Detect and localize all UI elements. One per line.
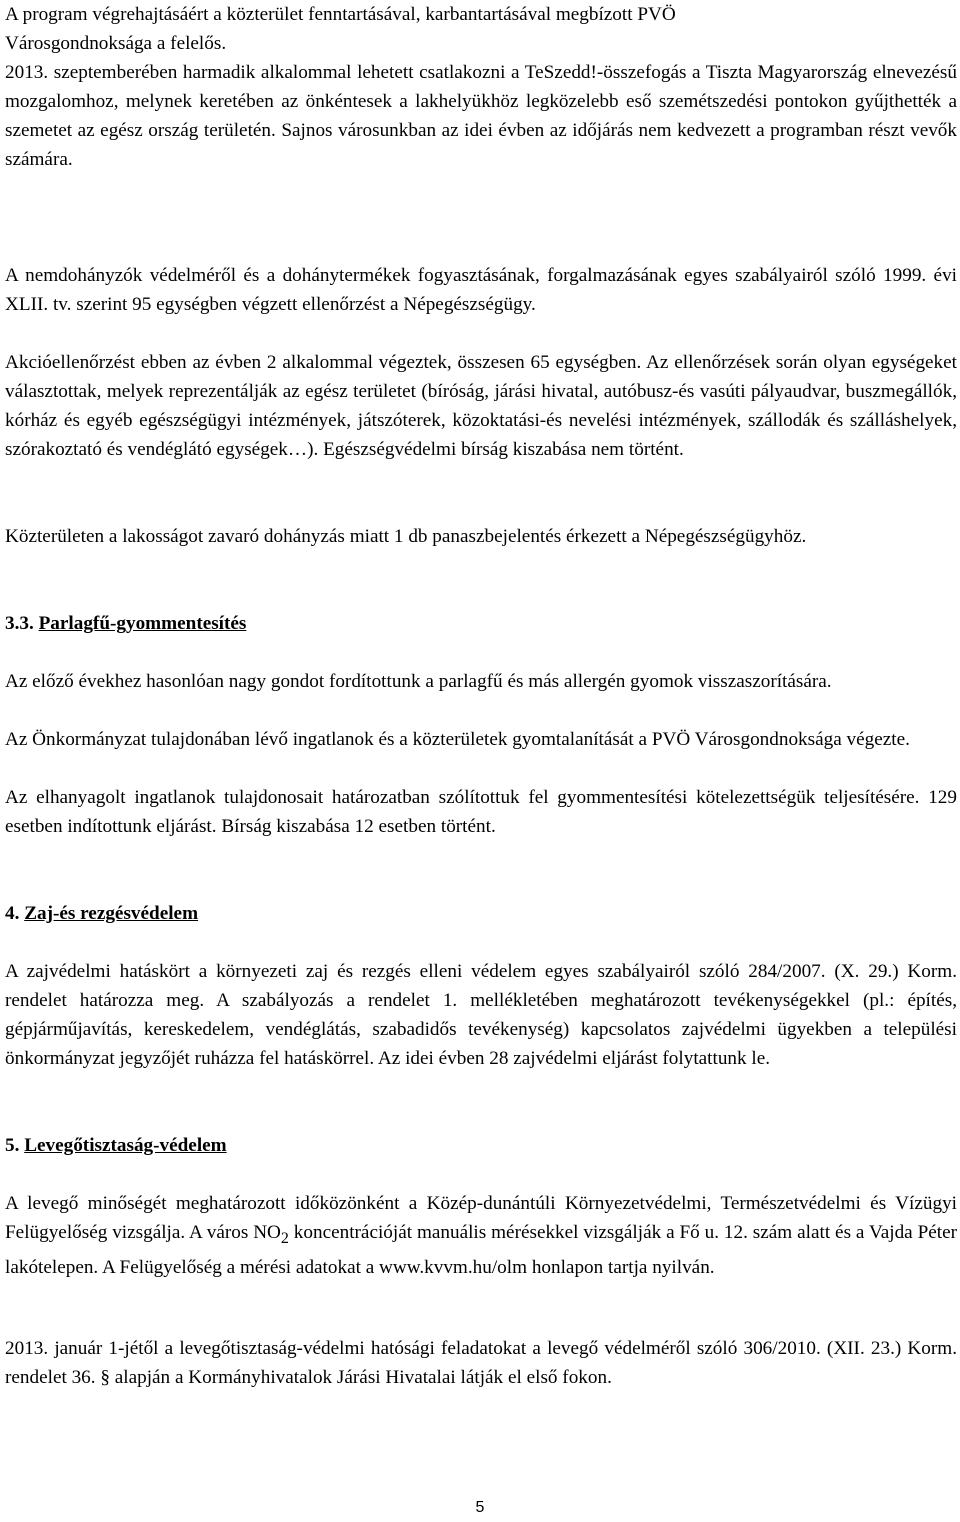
heading-noise: 4. Zaj-és rezgésvédelem [5,903,199,924]
page-number: 5 [475,1499,485,1516]
paragraph-ragweed-3: Az elhanyagolt ingatlanok tulajdonosait határozatban szólítottuk fel gyommentesítési kötelezettségük teljesítésére. 129 esetben indítottunk eljárást. Bírság kiszabása 12 esetben történt. [5,787,957,837]
paragraph-complaint: Közterületen a lakosságot zavaró dohányzás miatt 1 db panaszbejelentés érkezett a Népegészségügyhöz. [5,526,807,547]
paragraph-teszedd-program: A program végrehajtásáért a közterület fenntartásával, karbantartásával megbízott PVÖ Városgondnoksága a felelős. [5,4,676,54]
paragraph-action-checks: Akcióellenőrzést ebben az évben 2 alkalommal végeztek, összesen 65 egységben. Az ellenőrzések során olyan egységeket választottak, melyek reprezentálják az egész területet (bíróság, járási hivatal, autóbusz-és vasúti pályaudvar, buszmegállók, kórház és egyéb egészségügyi intézmények, játszóterek, közoktatási-és nevelési intézmények, szállodák és szálláshelyek, szórakoztató és vendéglátó egységek…). Egészségvédelmi bírság kiszabása nem történt. [5,352,957,460]
paragraph-teszedd-2013: 2013. szeptemberében harmadik alkalommal lehetett csatlakozni a TeSzedd!-összefogás a Tiszta Magyarország elnevezésű mozgalomhoz, melynek keretében az önkéntesek a lakhelyükhöz legközelebb eső szemétszedési pontokon gyűjthették a szemetet az egész ország területén. Sajnos városunkban az idei évben az időjárás nem kedvezett a programban részt vevők számára. [5,62,957,170]
paragraph-ragweed-1: Az előző évekhez hasonlóan nagy gondot fordítottunk a parlagfű és más allergén gyomok visszaszorítására. [5,671,832,692]
paragraph-nonsmoker-inspection: A nemdohányzók védelméről és a dohánytermékek fogyasztásának, forgalmazásának egyes szabályairól szóló 1999. évi XLII. tv. szerint 95 egységben végzett ellenőrzést a Népegészségügy. [5,265,957,315]
heading-ragweed: 3.3. Parlagfű-gyommentesítés [5,613,247,634]
paragraph-ragweed-2: Az Önkormányzat tulajdonában lévő ingatlanok és a közterületek gyomtalanítását a PVÖ Városgondnoksága végezte. [5,729,910,750]
paragraph-air-authority: 2013. január 1-jétől a levegőtisztaság-védelmi hatósági feladatokat a levegő védelméről szóló 306/2010. (XII. 23.) Korm. rendelet 36. § alapján a Kormányhivatalok Járási Hivatalai látják el első fokon. [5,1338,957,1388]
paragraph-air-monitoring: A levegő minőségét meghatározott időközönként a Közép-dunántúli Környezetvédelmi, Természetvédelmi és Vízügyi Felügyelőség vizsgálja. A város $NO_2$ koncentrációját manuális mérésekkel vizsgálják a Fő u. 12. szám alatt és a Vajda Péter lakótelepen. A Felügyelőség a mérési adatokat a www.kvvm.hu/olm honlapon tartja nyilván. [5,1193,957,1278]
paragraph-noise: A zajvédelmi hatáskört a környezeti zaj és rezgés elleni védelem egyes szabályairól szóló 284/2007. (X. 29.) Korm. rendelet határozza meg. A szabályozás a rendelet 1. mellékletében meghatározott tevékenységekkel (pl.: építés, gépjárműjavítás, kereskedelem, vendéglátás, szabadidős tevékenység) kapcsolatos zajvédelmi ügyekben a települési önkormányzat jegyzőjét ruházza fel hatáskörrel. Az idei évben 28 zajvédelmi eljárást folytattunk le. [5,961,957,1069]
heading-air: 5. Levegőtisztaság-védelem [5,1135,227,1156]
